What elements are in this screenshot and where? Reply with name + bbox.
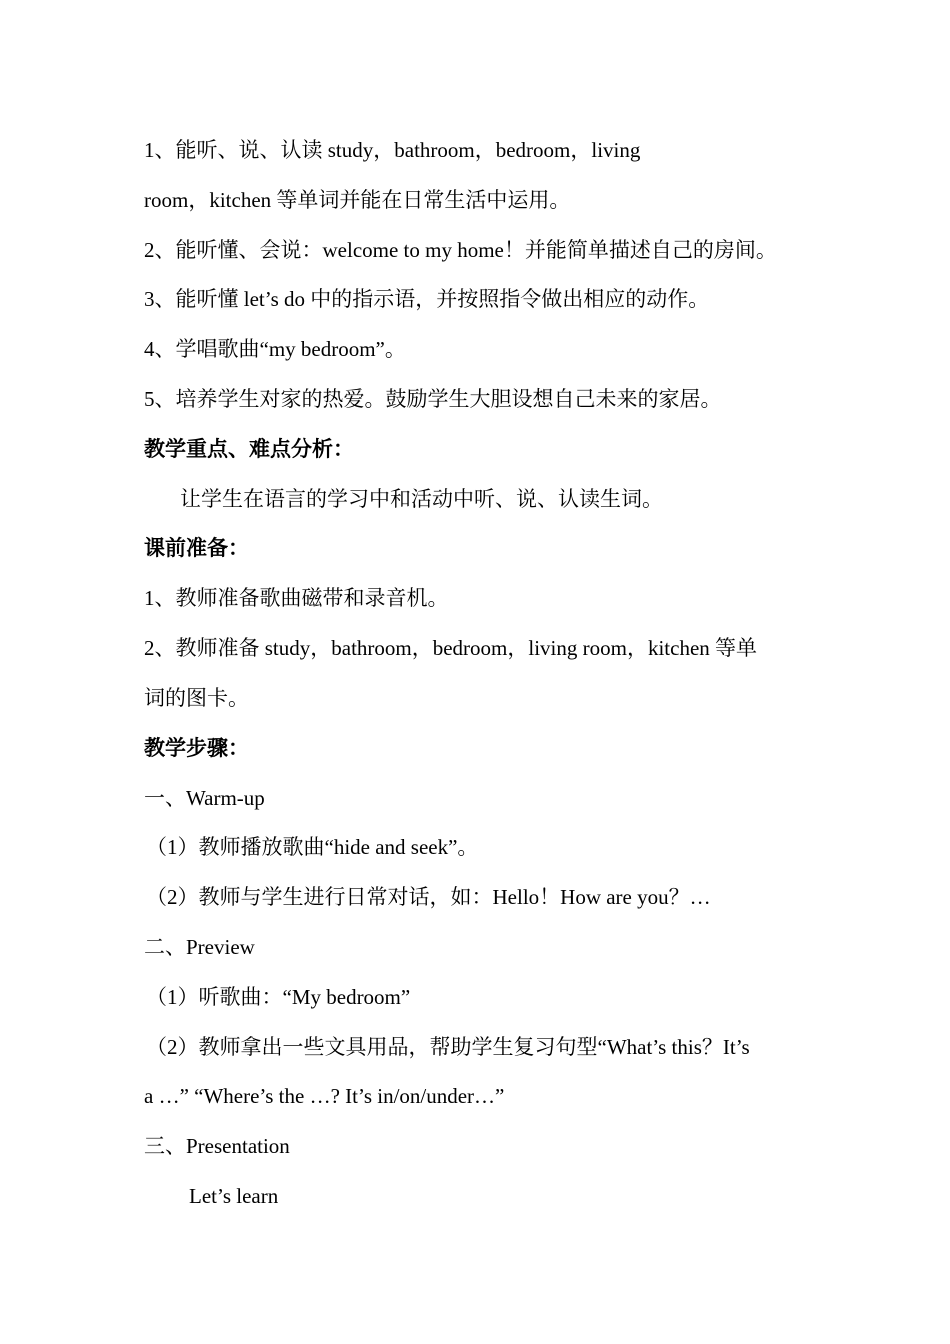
preparation-item-1: 1、教师准备歌曲磁带和录音机。 [144, 586, 449, 610]
objective-line-2: room，kitchen 等单词并能在日常生活中运用。 [144, 188, 571, 212]
presentation-title: 三、Presentation [144, 1134, 290, 1158]
objective-line-6: 5、培养学生对家的热爱。鼓励学生大胆设想自己未来的家居。 [144, 387, 722, 411]
preparation-item-2: 2、教师准备 study，bathroom，bedroom，living room，kitchen 等单 [144, 636, 758, 660]
objective-line-3: 2、能听懂、会说：welcome to my home！并能简单描述自己的房间。 [144, 238, 777, 262]
presentation-subtitle: Let’s learn [189, 1184, 279, 1208]
steps-heading: 教学步骤： [144, 736, 249, 760]
warmup-item-1: （1）教师播放歌曲“hide and seek”。 [146, 835, 479, 859]
warmup-title: 一、Warm-up [144, 786, 265, 810]
key-points-text: 让学生在语言的学习中和活动中听、说、认读生词。 [180, 487, 663, 511]
preparation-heading: 课前准备： [144, 536, 249, 560]
preview-item-2: （2）教师拿出一些文具用品，帮助学生复习句型“What’s this？It’s [146, 1035, 750, 1059]
objective-line-5: 4、学唱歌曲“my bedroom”。 [144, 337, 406, 361]
preview-item-1: （1）听歌曲：“My bedroom” [146, 985, 411, 1009]
preparation-item-2-continued: 词的图卡。 [144, 686, 249, 710]
preview-title: 二、Preview [144, 935, 255, 959]
preview-item-2-continued: a …” “Where’s the …? It’s in/on/under…” [144, 1084, 505, 1108]
key-points-heading: 教学重点、难点分析： [144, 437, 354, 461]
warmup-item-2: （2）教师与学生进行日常对话，如：Hello！How are you？… [146, 885, 711, 909]
objective-line-4: 3、能听懂 let’s do 中的指示语，并按照指令做出相应的动作。 [144, 287, 710, 311]
objective-line-1: 1、能听、说、认读 study，bathroom，bedroom，living [144, 138, 641, 162]
